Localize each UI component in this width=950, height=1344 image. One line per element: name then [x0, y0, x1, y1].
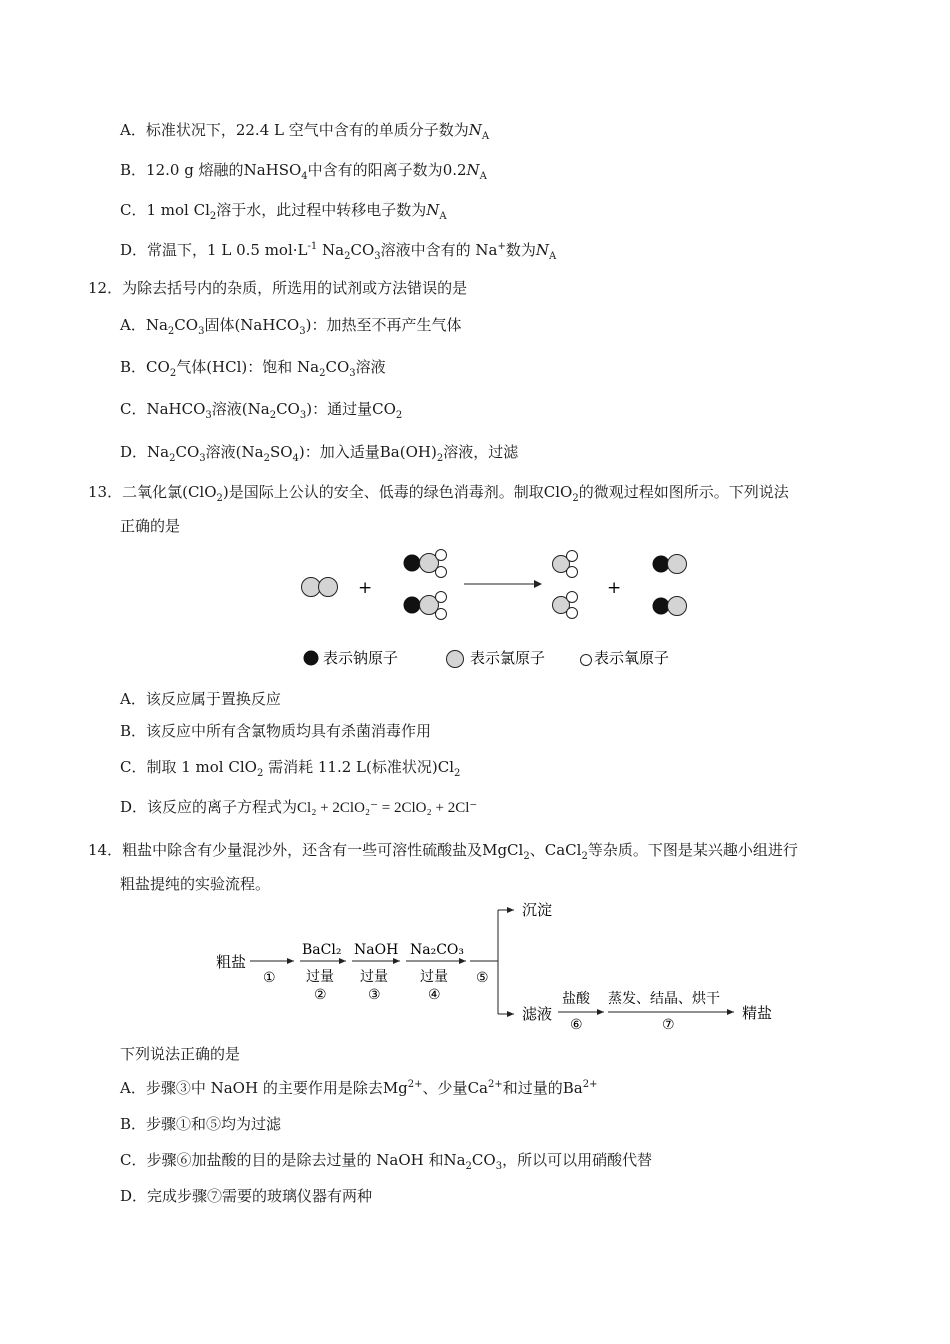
q12-stem: 12．为除去括号内的杂质，所选用的试剂或方法错误的是	[88, 279, 468, 297]
q13-option-b: B．该反应中所有含氯物质均具有杀菌消毒作用	[120, 722, 432, 740]
q12-option-c: C．NaHCO$_3$溶液$(Na_2CO_3)$：通过量$CO_2$	[120, 400, 403, 421]
legend-o-label: 表示氧原子	[594, 649, 670, 667]
q14-flow-chart	[210, 898, 790, 1038]
flow-naoh: NaOH	[354, 942, 399, 958]
q13-option-a: A．该反应属于置换反应	[120, 690, 281, 708]
q13-reaction-diagram	[290, 545, 710, 675]
q14-option-b: B．步骤①和⑤均为过滤	[120, 1115, 282, 1133]
nacl-molecule-bottom	[653, 597, 687, 616]
q11-option-a: A．标准状况下，22.4 L 空气中含有的单质分子数为$N_A$	[120, 121, 490, 142]
flow-step-7: ⑦	[662, 1017, 675, 1033]
legend-na-label: 表示钠原子	[323, 649, 399, 667]
plus-sign-1: +	[358, 578, 373, 598]
q14-stem-line2: 粗盐提纯的实验流程。	[120, 875, 271, 893]
naclo2-molecule-bottom	[404, 592, 447, 620]
flow-filtrate: 滤液	[522, 1005, 553, 1023]
ionic-equation: Cl₂ + 2ClO₂⁻ = 2ClO₂ + 2Cl⁻	[297, 800, 478, 816]
q14-option-d: D．完成步骤⑦需要的玻璃仪器有两种	[120, 1187, 373, 1205]
flow-precipitate: 沉淀	[522, 901, 553, 919]
legend-cl-icon	[447, 651, 464, 668]
q14-option-a: A．步骤③中 NaOH 的主要作用是除去$Mg^{2+}$、少量$Ca^{2+}$和过量的$Ba^{2+}$	[120, 1079, 598, 1097]
q13-option-c: C．制取 1 mol ClO$_2$ 需消耗 11.2 L(标准状况)$Cl_2$	[120, 758, 461, 779]
q12-option-d: D．$Na_2CO_3$溶液$(Na_2SO_4)$：加入适量$Ba(OH)_2$溶液，过滤	[120, 443, 519, 464]
flow-excess-2: 过量	[306, 969, 334, 985]
q12-option-b: B．$CO_2$气体(HCl)：饱和 $Na_2CO_3$溶液	[120, 358, 386, 379]
flow-step-5: ⑤	[476, 970, 489, 986]
flow-step-6: ⑥	[570, 1017, 583, 1033]
flow-crude-salt: 粗盐	[216, 953, 247, 971]
clo2-molecule-bottom	[553, 592, 578, 619]
naclo2-molecule-top	[404, 550, 447, 578]
q14-option-c: C．步骤⑥加盐酸的目的是除去过量的 NaOH 和$Na_2CO_3$，所以可以用硝酸代替	[120, 1151, 653, 1172]
q13-stem-line1: 13．二氧化氯(ClO$_2$)是国际上公认的安全、低毒的绿色消毒剂。制取ClO$_2$的微观过程如图所示。下列说法	[88, 483, 789, 504]
legend	[304, 649, 669, 668]
q13-option-d: D．该反应的离子方程式为Cl₂ + 2ClO₂⁻ = 2ClO₂ + 2Cl⁻	[120, 798, 478, 816]
q14-question: 下列说法正确的是	[120, 1045, 241, 1063]
legend-na-icon	[304, 651, 318, 665]
q11-option-d: D．常温下，1 L 0.5 $mol\cdot L^{-1}$ $Na_2CO_3$溶液中含有的 Na+数为$N_A$	[120, 241, 557, 262]
plus-sign-2: +	[607, 578, 622, 598]
q12-option-a: A．$Na_2CO_3$固体(NaHCO$_3$)：加热至不再产生气体	[120, 316, 462, 337]
flow-pure-salt: 精盐	[742, 1004, 773, 1022]
q11-option-b: B．12.0 g 熔融的NaHSO$_4$中含有的阳离子数为$0.2N_A$	[120, 161, 487, 182]
clo2-molecule-top	[553, 551, 578, 578]
flow-hcl: 盐酸	[562, 991, 590, 1007]
q11-option-c: C．1 mol $Cl_2$溶于水，此过程中转移电子数为$N_A$	[120, 201, 447, 222]
flow-evaporation: 蒸发、结晶、烘干	[608, 991, 720, 1007]
legend-o-icon	[581, 655, 592, 666]
reaction-arrow	[464, 580, 542, 588]
legend-cl-label: 表示氯原子	[470, 649, 546, 667]
flow-step-1: ①	[263, 970, 276, 986]
flow-excess-4: 过量	[420, 969, 448, 985]
cl2-molecule	[302, 578, 338, 597]
flow-bacl2: BaCl₂	[302, 942, 342, 958]
flow-step-3: ③	[368, 987, 381, 1003]
flow-step-2: ②	[314, 987, 327, 1003]
nacl-molecule-top	[653, 555, 687, 574]
q14-stem-line1: 14．粗盐中除含有少量混沙外，还含有一些可溶性硫酸盐及MgCl$_2$、CaCl$_2$等杂质。下图是某兴趣小组进行	[88, 841, 798, 862]
q13-stem-line2: 正确的是	[120, 517, 181, 535]
flow-step-4: ④	[428, 987, 441, 1003]
flow-na2co3: Na₂CO₃	[410, 942, 465, 958]
flow-excess-3: 过量	[360, 969, 388, 985]
